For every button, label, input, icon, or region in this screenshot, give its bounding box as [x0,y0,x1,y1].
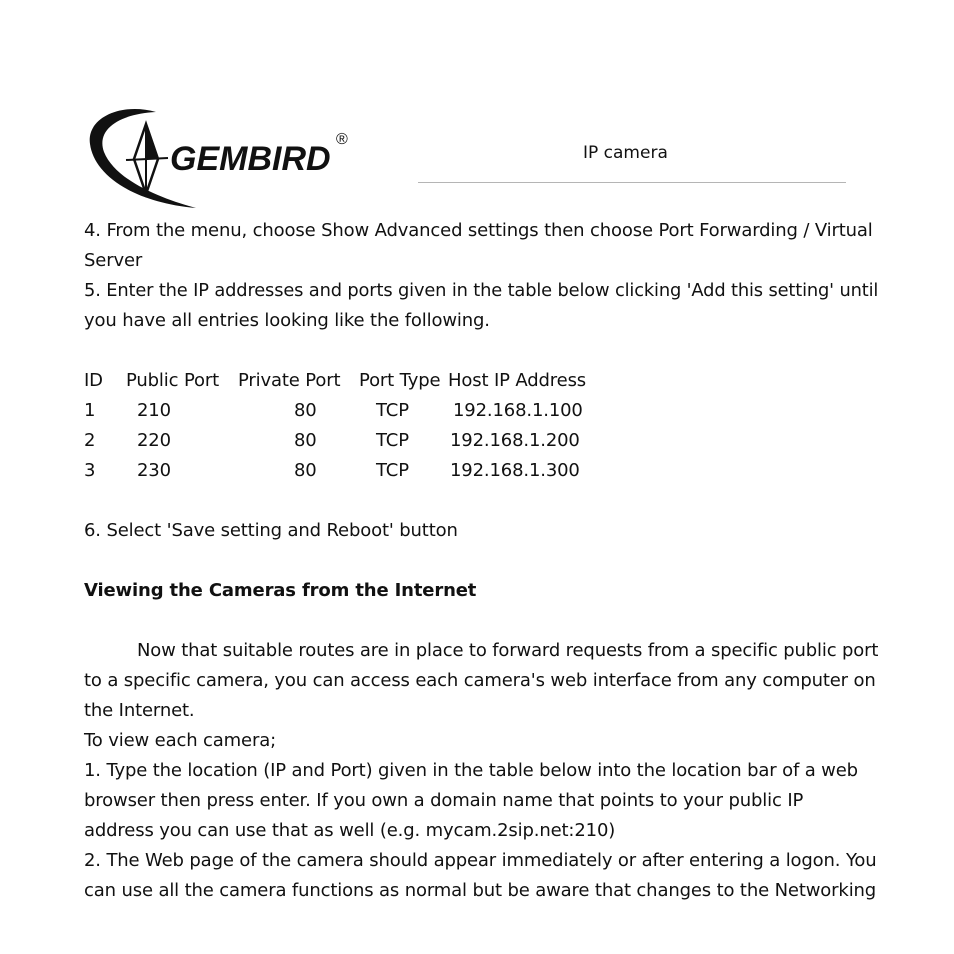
header-private-port: Private Port [238,370,341,391]
row2-private-port: 80 [294,430,317,451]
paragraph-line: address you can use that as well (e.g. mycam.2sip.net:210) [84,820,616,841]
step5-line2: you have all entries looking like the following. [84,310,490,331]
header-divider [418,182,846,183]
row3-public-port: 230 [137,460,171,481]
registered-mark: ® [336,131,348,148]
header-title: IP camera [583,143,668,163]
row2-id: 2 [84,430,96,451]
row3-port-type: TCP [376,460,409,481]
row2-public-port: 220 [137,430,171,451]
logo-wordmark: GEMBIRD [170,140,331,178]
row3-id: 3 [84,460,96,481]
row1-port-type: TCP [376,400,409,421]
paragraph-line: Now that suitable routes are in place to forward requests from a specific public port [137,640,879,661]
paragraph-line: to a specific camera, you can access each camera's web interface from any computer on [84,670,876,691]
header-public-port: Public Port [126,370,220,391]
gembird-logo-graphic [86,104,358,212]
step6-line: 6. Select 'Save setting and Reboot' button [84,520,458,541]
step5-line1: 5. Enter the IP addresses and ports given in the table below clicking 'Add this setting' until [84,280,879,301]
row1-private-port: 80 [294,400,317,421]
paragraph-line: can use all the camera functions as normal but be aware that changes to the Networking [84,880,877,901]
paragraph-line: 2. The Web page of the camera should appear immediately or after entering a logon. You [84,850,877,871]
row1-id: 1 [84,400,96,421]
header-id: ID [84,370,103,391]
row3-host-ip: 192.168.1.300 [450,460,580,481]
paragraph-line: browser then press enter. If you own a domain name that points to your public IP [84,790,804,811]
row1-public-port: 210 [137,400,171,421]
header-host-ip: Host IP Address [448,370,587,391]
paragraph-line: 1. Type the location (IP and Port) given in the table below into the location bar of a web [84,760,858,781]
row2-port-type: TCP [376,430,409,451]
row3-private-port: 80 [294,460,317,481]
gembird-logo [86,104,358,212]
step4-line1: 4. From the menu, choose Show Advanced settings then choose Port Forwarding / Virtual [84,220,873,241]
section-heading: Viewing the Cameras from the Internet [84,580,477,601]
paragraph-line: To view each camera; [84,730,277,751]
row2-host-ip: 192.168.1.200 [450,430,580,451]
row1-host-ip: 192.168.1.100 [453,400,583,421]
header-port-type: Port Type [359,370,441,391]
step4-line2: Server [84,250,143,271]
paragraph-line: the Internet. [84,700,195,721]
